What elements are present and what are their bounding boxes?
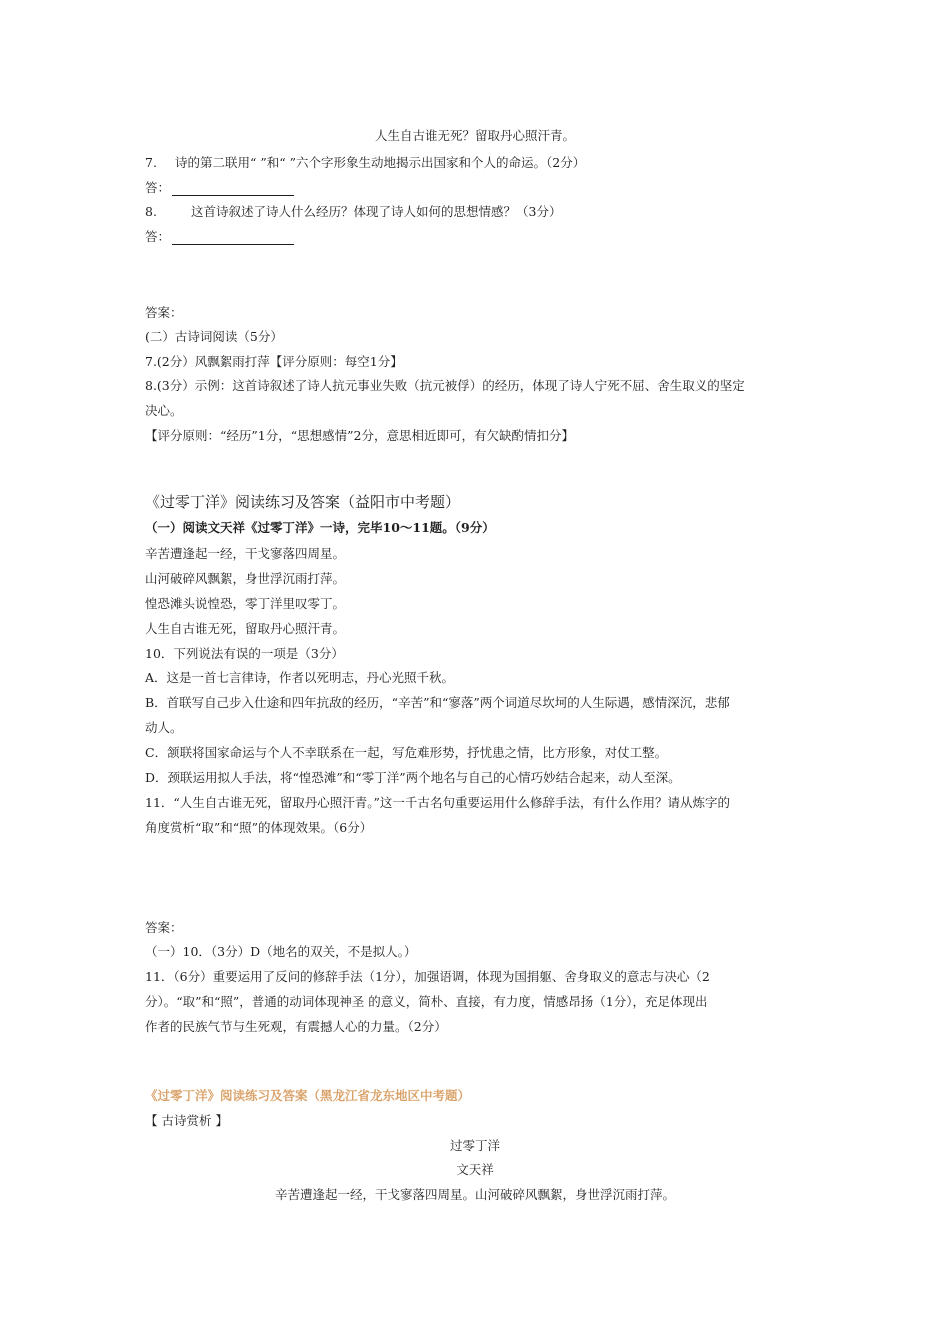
question-11-line1: 11．“人生自古谁无死，留取丹心照汗青。”这一千古名句重要运用什么修辞手法，有什么作用？请从炼字的 [145,795,730,810]
question-8 [145,204,561,220]
answer-line-7 [145,180,294,196]
option-a: A．这是一首七言律诗，作者以死明志，丹心光照千秋。 [145,670,455,685]
answers-label: 答案： [145,305,183,320]
answer-11-line3: 作者的民族气节与生死观，有震撼人心的力量。（2分） [145,1019,447,1034]
answer-blank[interactable] [172,231,294,245]
answers-section: (二）古诗词阅读（5分） [145,329,283,344]
answers-label: 答案： [145,920,183,935]
poem-title: 过零丁洋 [449,1138,500,1153]
answer-7: 7.(2分）风飘絮雨打萍【评分原则：每空1分】 [145,354,403,369]
option-d: D．颈联运用拟人手法，将“惶恐滩”和“零丁洋”两个地名与自己的心情巧妙结合起来，动人至深。 [145,770,681,785]
answer-10: （一）10．（3分）D（地名的双关，不是拟人。） [145,944,417,959]
instruction: （一）阅读文天祥《过零丁洋》一诗，完毕10～11题。（9分） [145,520,495,535]
question-number: 7. [145,155,157,170]
poem-line: 人生自古谁无死，留取丹心照汗青。 [145,621,346,636]
question-7 [145,155,585,171]
poem-line: 辛苦遭逢起一经，干戈寥落四周星。 [145,546,346,561]
answer-11-line1: 11．（6分）重要运用了反问的修辞手法（1分），加强语调，体现为国捐躯、舍身取义的意志与决心（2 [145,969,710,984]
option-b-line2: 动人。 [145,720,183,735]
answer-8-line2: 决心。 [145,403,183,418]
question-text: 诗的第二联用“ ”和“ ”六个字形象生动地揭示出国家和个人的命运。（2分） [175,155,586,170]
question-10: 10．下列说法有误的一项是（3分） [145,646,344,661]
answer-blank[interactable] [172,182,294,196]
poem-line: 山河破碎风飘絮，身世浮沉雨打萍。 [145,571,346,586]
answer-label: 答： [145,180,171,195]
question-number: 8. [145,204,157,219]
question-text: 这首诗叙述了诗人什么经历？体现了诗人如何的思想情感？（3分） [191,204,562,219]
section-title: 《过零丁洋》阅读练习及答案（益阳市中考题） [145,493,461,511]
option-c: C．颔联将国家命运与个人不幸联系在一起，写危难形势，抒忧患之情，比方形象，对仗工整。 [145,745,668,760]
section-tag: 【 古诗赏析 】 [145,1113,228,1128]
answer-label: 答： [145,229,171,244]
answer-8-line1: 8.(3分）示例：这首诗叙述了诗人抗元事业失败（抗元被俘）的经历，体现了诗人宁死不屈、舍生取义的坚定 [145,378,745,393]
poem-author: 文天祥 [456,1162,494,1177]
question-11-line2: 角度赏析“取”和“照”的体现效果。（6分） [145,820,373,835]
option-b-line1: B．首联写自己步入仕途和四年抗敌的经历，“辛苦”和“寥落”两个词道尽坎坷的人生际遇，感情深沉，悲郁 [145,695,730,710]
poem-line: 辛苦遭逢起一经，干戈寥落四周星。山河破碎风飘絮，身世浮沉雨打萍。 [274,1187,675,1202]
section-title: 《过零丁洋》阅读练习及答案（黑龙江省龙东地区中考题） [145,1088,471,1103]
scoring-rule: 【评分原则：“经历”1分，“思想感情”2分，意思相近即可，有欠缺酌情扣分】 [145,428,574,443]
answer-11-line2: 分）。“取”和“照”，普通的动词体现神圣 的意义，简朴、直接，有力度，情感昂扬（1分），充足体现出 [145,994,708,1009]
poem-line: 惶恐滩头说惶恐，零丁洋里叹零丁。 [145,596,346,611]
poem-line: 人生自古谁无死？留取丹心照汗青。 [374,128,575,143]
answer-line-8 [145,229,294,245]
